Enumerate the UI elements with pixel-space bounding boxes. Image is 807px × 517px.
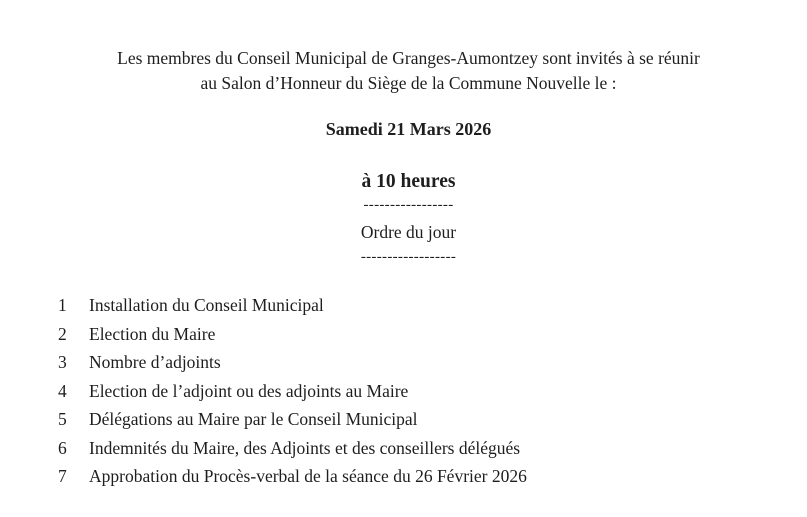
agenda-item-text: Indemnités du Maire, des Adjoints et des conseillers délégués — [89, 437, 521, 458]
invitation-line-1: Les membres du Conseil Municipal de Granges-Aumontzey sont invités à se réunir — [117, 48, 700, 68]
agenda-item — [58, 436, 527, 465]
agenda-item-text: Délégations au Maire par le Conseil Municipal — [89, 409, 418, 429]
meeting-time: à 10 heures — [361, 171, 456, 192]
agenda-item-text: Installation du Conseil Municipal — [89, 295, 324, 315]
agenda-item — [58, 407, 527, 436]
agenda-item-number: 7 — [58, 466, 67, 486]
separator-bottom: ------------------ — [360, 249, 457, 265]
meeting-date: Samedi 21 Mars 2026 — [325, 119, 492, 139]
separator-top: ----------------- — [363, 197, 454, 213]
agenda-item-text: Election de l’adjoint ou des adjoints au Maire — [89, 380, 409, 401]
agenda-item-text: Election du Maire — [89, 323, 216, 344]
agenda-item-text: Approbation du Procès-verbal de la séance du 26 Février 2026 — [89, 466, 527, 486]
agenda-list — [58, 293, 527, 493]
agenda-item-number: 4 — [58, 380, 67, 401]
agenda-item-text: Nombre d’adjoints — [89, 352, 221, 372]
agenda-title: Ordre du jour — [360, 222, 457, 242]
agenda-item-number: 6 — [58, 437, 67, 458]
agenda-item — [58, 293, 527, 322]
agenda-item-number: 1 — [58, 295, 67, 315]
invitation-line-2: au Salon d’Honneur du Siège de la Commune Nouvelle le : — [200, 73, 617, 93]
agenda-item — [58, 350, 527, 379]
agenda-item — [58, 464, 527, 493]
agenda-item — [58, 379, 527, 408]
agenda-item — [58, 322, 527, 351]
agenda-item-number: 2 — [58, 323, 67, 344]
agenda-item-number: 5 — [58, 409, 67, 429]
agenda-item-number: 3 — [58, 352, 67, 372]
